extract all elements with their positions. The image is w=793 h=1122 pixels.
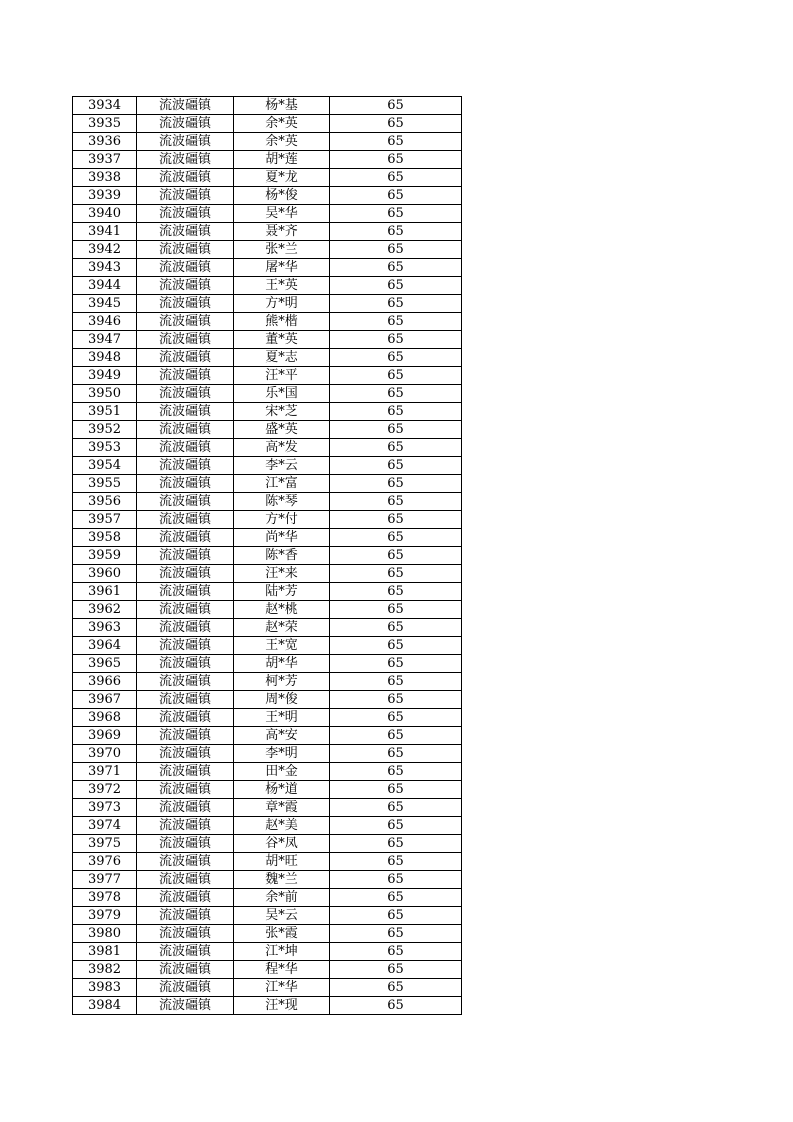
name-cell: 胡*旺	[234, 853, 330, 871]
town-cell: 流波礓镇	[137, 817, 234, 835]
amount-cell: 65	[330, 655, 462, 673]
row-number-cell: 3979	[73, 907, 137, 925]
name-cell: 赵*桃	[234, 601, 330, 619]
table-row	[73, 727, 462, 745]
row-number-cell: 3955	[73, 475, 137, 493]
town-cell: 流波礓镇	[137, 97, 234, 115]
name-cell: 程*华	[234, 961, 330, 979]
amount-cell: 65	[330, 853, 462, 871]
table-row	[73, 151, 462, 169]
town-cell: 流波礓镇	[137, 187, 234, 205]
amount-cell: 65	[330, 727, 462, 745]
table-row	[73, 691, 462, 709]
row-number-cell: 3970	[73, 745, 137, 763]
name-cell: 余*前	[234, 889, 330, 907]
row-number-cell: 3962	[73, 601, 137, 619]
amount-cell: 65	[330, 421, 462, 439]
row-number-cell: 3940	[73, 205, 137, 223]
name-cell: 董*英	[234, 331, 330, 349]
town-cell: 流波礓镇	[137, 925, 234, 943]
row-number-cell: 3980	[73, 925, 137, 943]
name-cell: 谷*凤	[234, 835, 330, 853]
table-row	[73, 385, 462, 403]
amount-cell: 65	[330, 835, 462, 853]
amount-cell: 65	[330, 529, 462, 547]
row-number-cell: 3949	[73, 367, 137, 385]
amount-cell: 65	[330, 871, 462, 889]
amount-cell: 65	[330, 745, 462, 763]
row-number-cell: 3935	[73, 115, 137, 133]
town-cell: 流波礓镇	[137, 223, 234, 241]
name-cell: 方*明	[234, 295, 330, 313]
table-row	[73, 403, 462, 421]
name-cell: 尚*华	[234, 529, 330, 547]
table-row	[73, 565, 462, 583]
amount-cell: 65	[330, 943, 462, 961]
town-cell: 流波礓镇	[137, 583, 234, 601]
row-number-cell: 3971	[73, 763, 137, 781]
row-number-cell: 3952	[73, 421, 137, 439]
name-cell: 周*俊	[234, 691, 330, 709]
name-cell: 吴*华	[234, 205, 330, 223]
town-cell: 流波礓镇	[137, 745, 234, 763]
town-cell: 流波礓镇	[137, 349, 234, 367]
amount-cell: 65	[330, 295, 462, 313]
amount-cell: 65	[330, 673, 462, 691]
town-cell: 流波礓镇	[137, 601, 234, 619]
town-cell: 流波礓镇	[137, 277, 234, 295]
row-number-cell: 3981	[73, 943, 137, 961]
row-number-cell: 3982	[73, 961, 137, 979]
amount-cell: 65	[330, 313, 462, 331]
row-number-cell: 3978	[73, 889, 137, 907]
amount-cell: 65	[330, 403, 462, 421]
name-cell: 高*安	[234, 727, 330, 745]
table-row	[73, 349, 462, 367]
amount-cell: 65	[330, 277, 462, 295]
row-number-cell: 3984	[73, 997, 137, 1015]
table-row	[73, 223, 462, 241]
town-cell: 流波礓镇	[137, 673, 234, 691]
row-number-cell: 3948	[73, 349, 137, 367]
name-cell: 江*坤	[234, 943, 330, 961]
table-row	[73, 511, 462, 529]
row-number-cell: 3944	[73, 277, 137, 295]
amount-cell: 65	[330, 583, 462, 601]
name-cell: 李*明	[234, 745, 330, 763]
town-cell: 流波礓镇	[137, 313, 234, 331]
table-row	[73, 331, 462, 349]
table-row	[73, 979, 462, 997]
town-cell: 流波礓镇	[137, 709, 234, 727]
row-number-cell: 3956	[73, 493, 137, 511]
name-cell: 余*英	[234, 115, 330, 133]
table-row	[73, 601, 462, 619]
amount-cell: 65	[330, 151, 462, 169]
table-row	[73, 709, 462, 727]
town-cell: 流波礓镇	[137, 943, 234, 961]
table-row	[73, 133, 462, 151]
name-cell: 王*英	[234, 277, 330, 295]
town-cell: 流波礓镇	[137, 421, 234, 439]
row-number-cell: 3972	[73, 781, 137, 799]
table-row	[73, 97, 462, 115]
town-cell: 流波礓镇	[137, 439, 234, 457]
amount-cell: 65	[330, 601, 462, 619]
amount-cell: 65	[330, 925, 462, 943]
town-cell: 流波礓镇	[137, 691, 234, 709]
name-cell: 乐*国	[234, 385, 330, 403]
table-row	[73, 421, 462, 439]
town-cell: 流波礓镇	[137, 565, 234, 583]
table-row	[73, 673, 462, 691]
town-cell: 流波礓镇	[137, 115, 234, 133]
amount-cell: 65	[330, 493, 462, 511]
name-cell: 汪*平	[234, 367, 330, 385]
name-cell: 章*霞	[234, 799, 330, 817]
town-cell: 流波礓镇	[137, 511, 234, 529]
row-number-cell: 3946	[73, 313, 137, 331]
table-row	[73, 835, 462, 853]
table-row	[73, 475, 462, 493]
name-cell: 魏*兰	[234, 871, 330, 889]
table-row	[73, 295, 462, 313]
row-number-cell: 3942	[73, 241, 137, 259]
row-number-cell: 3977	[73, 871, 137, 889]
table-row	[73, 763, 462, 781]
row-number-cell: 3943	[73, 259, 137, 277]
town-cell: 流波礓镇	[137, 889, 234, 907]
table-row	[73, 439, 462, 457]
amount-cell: 65	[330, 961, 462, 979]
amount-cell: 65	[330, 259, 462, 277]
town-cell: 流波礓镇	[137, 961, 234, 979]
table-row	[73, 907, 462, 925]
row-number-cell: 3958	[73, 529, 137, 547]
town-cell: 流波礓镇	[137, 781, 234, 799]
row-number-cell: 3976	[73, 853, 137, 871]
town-cell: 流波礓镇	[137, 979, 234, 997]
table-row	[73, 889, 462, 907]
row-number-cell: 3951	[73, 403, 137, 421]
town-cell: 流波礓镇	[137, 727, 234, 745]
table-row	[73, 943, 462, 961]
amount-cell: 65	[330, 187, 462, 205]
amount-cell: 65	[330, 205, 462, 223]
name-cell: 胡*莲	[234, 151, 330, 169]
name-cell: 赵*美	[234, 817, 330, 835]
amount-cell: 65	[330, 547, 462, 565]
row-number-cell: 3937	[73, 151, 137, 169]
row-number-cell: 3974	[73, 817, 137, 835]
table-row	[73, 457, 462, 475]
town-cell: 流波礓镇	[137, 169, 234, 187]
row-number-cell: 3966	[73, 673, 137, 691]
name-cell: 夏*龙	[234, 169, 330, 187]
amount-cell: 65	[330, 763, 462, 781]
table-row	[73, 817, 462, 835]
table-row	[73, 241, 462, 259]
amount-cell: 65	[330, 367, 462, 385]
amount-cell: 65	[330, 511, 462, 529]
amount-cell: 65	[330, 637, 462, 655]
table-row	[73, 799, 462, 817]
row-number-cell: 3936	[73, 133, 137, 151]
name-cell: 杨*道	[234, 781, 330, 799]
amount-cell: 65	[330, 331, 462, 349]
name-cell: 高*发	[234, 439, 330, 457]
amount-cell: 65	[330, 475, 462, 493]
amount-cell: 65	[330, 817, 462, 835]
name-cell: 杨*基	[234, 97, 330, 115]
name-cell: 王*宽	[234, 637, 330, 655]
row-number-cell: 3957	[73, 511, 137, 529]
name-cell: 江*华	[234, 979, 330, 997]
row-number-cell: 3945	[73, 295, 137, 313]
town-cell: 流波礓镇	[137, 241, 234, 259]
town-cell: 流波礓镇	[137, 475, 234, 493]
name-cell: 柯*芳	[234, 673, 330, 691]
town-cell: 流波礓镇	[137, 835, 234, 853]
table-row	[73, 205, 462, 223]
amount-cell: 65	[330, 799, 462, 817]
table-row	[73, 493, 462, 511]
name-cell: 张*霞	[234, 925, 330, 943]
table-row	[73, 583, 462, 601]
row-number-cell: 3968	[73, 709, 137, 727]
table-row	[73, 997, 462, 1015]
name-cell: 陈*琴	[234, 493, 330, 511]
name-cell: 杨*俊	[234, 187, 330, 205]
town-cell: 流波礓镇	[137, 403, 234, 421]
row-number-cell: 3983	[73, 979, 137, 997]
amount-cell: 65	[330, 439, 462, 457]
table-row	[73, 655, 462, 673]
town-cell: 流波礓镇	[137, 457, 234, 475]
name-cell: 张*兰	[234, 241, 330, 259]
amount-cell: 65	[330, 349, 462, 367]
town-cell: 流波礓镇	[137, 133, 234, 151]
town-cell: 流波礓镇	[137, 367, 234, 385]
amount-cell: 65	[330, 709, 462, 727]
row-number-cell: 3941	[73, 223, 137, 241]
row-number-cell: 3953	[73, 439, 137, 457]
table-row	[73, 259, 462, 277]
table-row	[73, 277, 462, 295]
data-table	[72, 96, 462, 1015]
table-row	[73, 781, 462, 799]
row-number-cell: 3969	[73, 727, 137, 745]
name-cell: 王*明	[234, 709, 330, 727]
name-cell: 汪*来	[234, 565, 330, 583]
amount-cell: 65	[330, 97, 462, 115]
row-number-cell: 3938	[73, 169, 137, 187]
name-cell: 屠*华	[234, 259, 330, 277]
name-cell: 余*英	[234, 133, 330, 151]
name-cell: 陈*香	[234, 547, 330, 565]
table-row	[73, 529, 462, 547]
town-cell: 流波礓镇	[137, 655, 234, 673]
amount-cell: 65	[330, 691, 462, 709]
table-row	[73, 745, 462, 763]
town-cell: 流波礓镇	[137, 331, 234, 349]
amount-cell: 65	[330, 565, 462, 583]
town-cell: 流波礓镇	[137, 529, 234, 547]
town-cell: 流波礓镇	[137, 205, 234, 223]
name-cell: 田*金	[234, 763, 330, 781]
name-cell: 胡*华	[234, 655, 330, 673]
table-row	[73, 961, 462, 979]
row-number-cell: 3934	[73, 97, 137, 115]
table-row	[73, 547, 462, 565]
name-cell: 陆*芳	[234, 583, 330, 601]
town-cell: 流波礓镇	[137, 295, 234, 313]
town-cell: 流波礓镇	[137, 637, 234, 655]
name-cell: 宋*芝	[234, 403, 330, 421]
town-cell: 流波礓镇	[137, 997, 234, 1015]
amount-cell: 65	[330, 889, 462, 907]
row-number-cell: 3959	[73, 547, 137, 565]
town-cell: 流波礓镇	[137, 853, 234, 871]
row-number-cell: 3963	[73, 619, 137, 637]
table-row	[73, 637, 462, 655]
amount-cell: 65	[330, 907, 462, 925]
row-number-cell: 3961	[73, 583, 137, 601]
amount-cell: 65	[330, 457, 462, 475]
row-number-cell: 3939	[73, 187, 137, 205]
name-cell: 聂*齐	[234, 223, 330, 241]
name-cell: 江*富	[234, 475, 330, 493]
town-cell: 流波礓镇	[137, 259, 234, 277]
table-body	[73, 97, 462, 1015]
town-cell: 流波礓镇	[137, 547, 234, 565]
town-cell: 流波礓镇	[137, 907, 234, 925]
amount-cell: 65	[330, 223, 462, 241]
name-cell: 方*付	[234, 511, 330, 529]
table-row	[73, 853, 462, 871]
town-cell: 流波礓镇	[137, 619, 234, 637]
table-row	[73, 187, 462, 205]
town-cell: 流波礓镇	[137, 493, 234, 511]
row-number-cell: 3950	[73, 385, 137, 403]
name-cell: 赵*荣	[234, 619, 330, 637]
row-number-cell: 3947	[73, 331, 137, 349]
amount-cell: 65	[330, 115, 462, 133]
table-row	[73, 619, 462, 637]
row-number-cell: 3954	[73, 457, 137, 475]
table-row	[73, 115, 462, 133]
table-row	[73, 367, 462, 385]
name-cell: 吴*云	[234, 907, 330, 925]
amount-cell: 65	[330, 781, 462, 799]
table-row	[73, 313, 462, 331]
table-row	[73, 925, 462, 943]
name-cell: 熊*楷	[234, 313, 330, 331]
amount-cell: 65	[330, 979, 462, 997]
row-number-cell: 3965	[73, 655, 137, 673]
row-number-cell: 3967	[73, 691, 137, 709]
town-cell: 流波礓镇	[137, 799, 234, 817]
row-number-cell: 3973	[73, 799, 137, 817]
amount-cell: 65	[330, 997, 462, 1015]
amount-cell: 65	[330, 385, 462, 403]
town-cell: 流波礓镇	[137, 763, 234, 781]
table-row	[73, 169, 462, 187]
name-cell: 夏*志	[234, 349, 330, 367]
name-cell: 李*云	[234, 457, 330, 475]
town-cell: 流波礓镇	[137, 151, 234, 169]
amount-cell: 65	[330, 133, 462, 151]
amount-cell: 65	[330, 169, 462, 187]
row-number-cell: 3964	[73, 637, 137, 655]
row-number-cell: 3960	[73, 565, 137, 583]
row-number-cell: 3975	[73, 835, 137, 853]
amount-cell: 65	[330, 619, 462, 637]
name-cell: 汪*现	[234, 997, 330, 1015]
table-row	[73, 871, 462, 889]
amount-cell: 65	[330, 241, 462, 259]
town-cell: 流波礓镇	[137, 385, 234, 403]
town-cell: 流波礓镇	[137, 871, 234, 889]
name-cell: 盛*英	[234, 421, 330, 439]
